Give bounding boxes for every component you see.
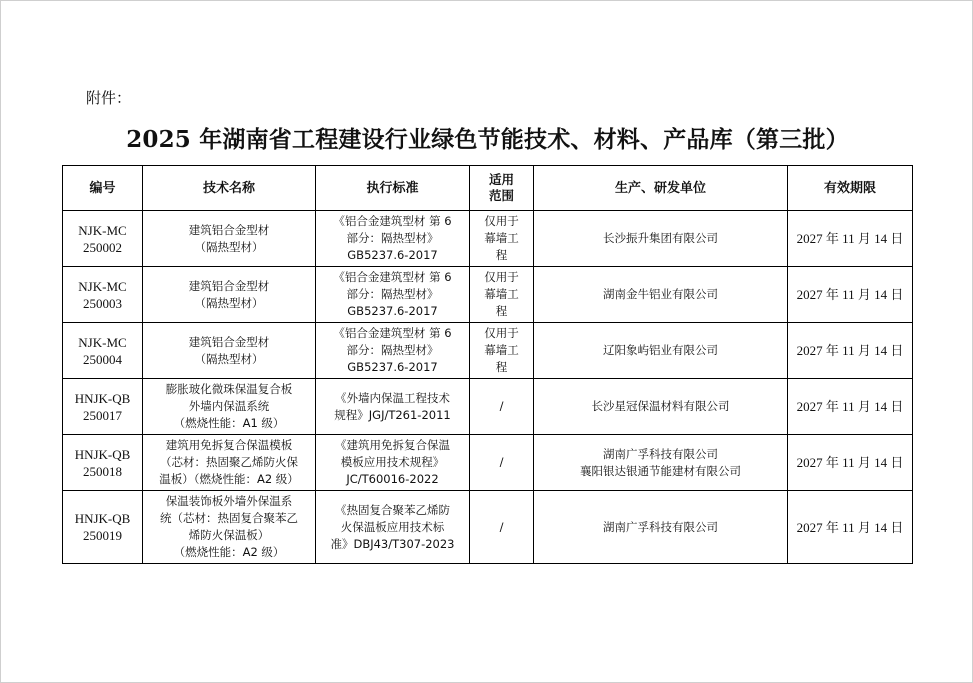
cell-scope — [470, 435, 534, 491]
name-line: （隔热型材） — [194, 351, 264, 366]
unit-line: 长沙星冠保温材料有限公司 — [591, 399, 730, 413]
scope-line: 程 — [495, 304, 508, 318]
cell-code — [63, 267, 143, 323]
cell-name — [143, 379, 316, 435]
cell-name — [143, 435, 316, 491]
standard-line: 部分：隔热型材》 — [346, 231, 439, 245]
table-row — [63, 379, 913, 435]
header-scope — [470, 166, 534, 211]
scope-line: 程 — [495, 360, 508, 374]
cell-name — [143, 491, 316, 564]
code-line: 250002 — [83, 239, 122, 255]
cell-code — [63, 435, 143, 491]
scope-line: 幕墙工 — [484, 343, 519, 357]
standard-line: 部分：隔热型材》 — [346, 343, 439, 357]
unit-line: 湖南广孚科技有限公司 — [603, 446, 718, 461]
cell-validity: 2027 年 11 月 14 日 — [788, 211, 913, 267]
cell-standard — [316, 491, 470, 564]
standard-line: 部分：隔热型材》 — [346, 287, 439, 301]
scope-line: / — [499, 519, 504, 534]
cell-code — [63, 211, 143, 267]
cell-standard — [316, 379, 470, 435]
standard-line: 《热固复合聚苯乙烯防 — [335, 502, 450, 517]
cell-standard — [316, 211, 470, 267]
scope-line: 幕墙工 — [484, 231, 519, 245]
standard-line: 模板应用技术规程》 — [340, 455, 445, 469]
page-title: 2025 年湖南省工程建设行业绿色节能技术、材料、产品库（第三批） — [126, 126, 849, 153]
table-row — [63, 267, 913, 323]
unit-line: 湖南金牛铝业有限公司 — [603, 287, 718, 301]
standard-line: 《外墙内保温工程技术 — [335, 390, 450, 405]
cell-unit — [534, 491, 788, 564]
cell-standard — [316, 267, 470, 323]
name-line: （隔热型材） — [194, 239, 264, 254]
standard-line: GB5237.6-2017 — [347, 304, 438, 318]
header-code: 编号 — [63, 166, 143, 211]
name-line: （燃烧性能：A1 级） — [173, 416, 285, 430]
cell-code — [63, 323, 143, 379]
standard-line: 《铝合金建筑型材 第 6 — [333, 270, 452, 284]
attachment-label: 附件： — [86, 89, 132, 107]
cell-validity: 2027 年 11 月 14 日 — [788, 435, 913, 491]
table-row — [63, 491, 913, 564]
scope-line: / — [499, 455, 504, 469]
code-line: HNJK-QB — [74, 446, 131, 462]
cell-scope — [470, 267, 534, 323]
cell-unit — [534, 379, 788, 435]
header-standard: 执行标准 — [316, 166, 470, 211]
code-line: 250017 — [83, 407, 122, 423]
cell-unit — [534, 323, 788, 379]
cell-name — [143, 267, 316, 323]
name-line: （燃烧性能：A2 级） — [173, 545, 285, 559]
cell-validity: 2027 年 11 月 14 日 — [788, 267, 913, 323]
standard-line: 《建筑用免拆复合保温 — [335, 438, 450, 452]
code-line: HNJK-QB — [74, 390, 131, 406]
name-line: 建筑用免拆复合保温模板 — [165, 438, 293, 452]
header-scope-line2: 范围 — [488, 188, 514, 203]
cell-code — [63, 379, 143, 435]
scope-line: 仅用于 — [484, 326, 519, 340]
name-line: 外墙内保温系统 — [188, 399, 270, 413]
name-line: 烯防火保温板） — [188, 528, 270, 542]
standard-line: 规程》JGJ/T261-2011 — [334, 407, 451, 422]
unit-line: 襄阳银达银通节能建材有限公司 — [580, 463, 741, 478]
name-line: 建筑铝合金型材 — [188, 334, 270, 349]
standard-line: 火保温板应用技术标 — [340, 519, 445, 534]
code-line: 250003 — [83, 295, 122, 311]
code-line: 250019 — [83, 528, 122, 543]
product-library-table — [62, 165, 913, 564]
cell-code — [63, 491, 143, 564]
header-scope-line1: 适用 — [488, 172, 514, 187]
cell-validity: 2027 年 11 月 14 日 — [788, 491, 913, 564]
header-name: 技术名称 — [143, 166, 316, 211]
name-line: 统（芯材：热固复合聚苯乙 — [160, 511, 298, 525]
unit-line: 湖南广孚科技有限公司 — [603, 519, 718, 534]
standard-line: 《铝合金建筑型材 第 6 — [333, 214, 452, 228]
name-line: 保温装饰板外墙外保温系 — [165, 494, 293, 508]
standard-line: GB5237.6-2017 — [347, 360, 438, 374]
standard-line: JC/T60016-2022 — [346, 472, 439, 486]
table-row — [63, 211, 913, 267]
table-row — [63, 323, 913, 379]
scope-line: 程 — [495, 248, 508, 262]
unit-line: 长沙振升集团有限公司 — [603, 231, 718, 245]
cell-scope — [470, 323, 534, 379]
standard-line: GB5237.6-2017 — [347, 248, 438, 262]
unit-line: 辽阳象屿铝业有限公司 — [603, 343, 718, 357]
name-line: 建筑铝合金型材 — [188, 278, 270, 293]
code-line: 250018 — [83, 463, 122, 479]
table-row — [63, 435, 913, 491]
table-header-row — [63, 166, 913, 211]
name-line: 膨胀玻化微珠保温复合板 — [165, 382, 293, 396]
cell-scope — [470, 379, 534, 435]
cell-validity: 2027 年 11 月 14 日 — [788, 379, 913, 435]
name-line: 温板）（燃烧性能：A2 级） — [159, 472, 299, 486]
scope-line: 仅用于 — [484, 214, 519, 228]
cell-name — [143, 211, 316, 267]
code-line: NJK-MC — [78, 222, 127, 238]
cell-validity: 2027 年 11 月 14 日 — [788, 323, 913, 379]
scope-line: 仅用于 — [484, 270, 519, 284]
cell-unit — [534, 267, 788, 323]
cell-unit — [534, 435, 788, 491]
cell-standard — [316, 323, 470, 379]
cell-standard — [316, 435, 470, 491]
code-line: 250004 — [83, 351, 122, 367]
standard-line: 准》DBJ43/T307-2023 — [330, 536, 455, 551]
code-line: HNJK-QB — [74, 511, 131, 526]
code-line: NJK-MC — [78, 334, 127, 350]
name-line: （芯材：热固聚乙烯防火保 — [160, 455, 298, 469]
cell-scope — [470, 491, 534, 564]
standard-line: 《铝合金建筑型材 第 6 — [333, 326, 452, 340]
name-line: 建筑铝合金型材 — [188, 222, 270, 237]
scope-line: / — [499, 399, 504, 413]
cell-scope — [470, 211, 534, 267]
cell-unit — [534, 211, 788, 267]
header-validity: 有效期限 — [788, 166, 913, 211]
code-line: NJK-MC — [78, 278, 127, 294]
name-line: （隔热型材） — [194, 295, 264, 310]
scope-line: 幕墙工 — [484, 287, 519, 301]
cell-name — [143, 323, 316, 379]
header-unit: 生产、研发单位 — [534, 166, 788, 211]
